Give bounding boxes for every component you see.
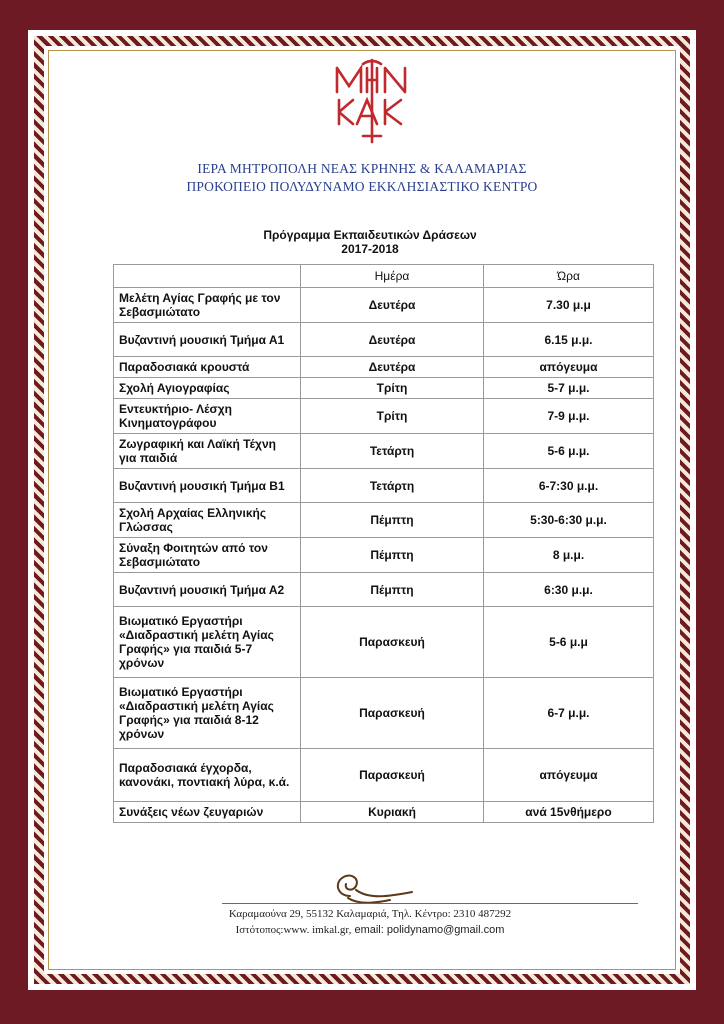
table-row	[114, 378, 654, 399]
cell-day: Τετάρτη	[301, 434, 484, 469]
header-cell-activity	[114, 265, 301, 288]
cell-time: 7.30 μ.μ	[484, 288, 654, 323]
table-row	[114, 802, 654, 823]
program-year: 2017-2018	[341, 242, 399, 256]
website-link[interactable]: Ιστότοπος:www. imkal.gr,	[235, 924, 352, 936]
cell-time: 6-7 μ.μ.	[484, 678, 654, 749]
cell-day: Τετάρτη	[301, 469, 484, 503]
flourish-ornament	[320, 866, 420, 906]
cell-day: Τρίτη	[301, 378, 484, 399]
cell-time: 6:30 μ.μ.	[484, 573, 654, 607]
table-row	[114, 399, 654, 434]
cell-activity: Εντευκτήριο- Λέσχη Κινηματογράφου	[114, 399, 301, 434]
cell-day: Δευτέρα	[301, 323, 484, 357]
cell-day: Πέμπτη	[301, 538, 484, 573]
metropolis-name: ΙΕΡΑ ΜΗΤΡΟΠΟΛΗ ΝΕΑΣ ΚΡΗΝΗΣ & ΚΑΛΑΜΑΡΙΑΣ	[197, 161, 527, 176]
cell-activity: Σύναξη Φοιτητών από τον Σεβασμιώτατο	[114, 538, 301, 573]
table-row	[114, 678, 654, 749]
cell-time: 5-7 μ.μ.	[484, 378, 654, 399]
table-row	[114, 607, 654, 678]
program-title: Πρόγραμμα Εκπαιδευτικών Δράσεων	[263, 228, 477, 242]
cell-time: 6.15 μ.μ.	[484, 323, 654, 357]
schedule-table	[113, 264, 654, 823]
cell-activity: Βυζαντινή μουσική Τμήμα Α1	[114, 323, 301, 357]
table-row	[114, 469, 654, 503]
cell-activity: Βιωματικό Εργαστήρι «Διαδραστική μελέτη Αγίας Γραφής» για παιδιά 8-12 χρόνων	[114, 678, 301, 749]
cell-activity: Παραδοσιακά έγχορδα, κανονάκι, ποντιακή λύρα, κ.ά.	[114, 749, 301, 802]
program-title-block	[70, 228, 670, 256]
header-cell-time: Ώρα	[484, 265, 654, 288]
header-cell-day: Ημέρα	[301, 265, 484, 288]
table-header-row	[114, 265, 654, 288]
cell-activity: Συνάξεις νέων ζευγαριών	[114, 802, 301, 823]
cell-day: Παρασκευή	[301, 678, 484, 749]
cell-activity: Βυζαντινή μουσική Τμήμα Β1	[114, 469, 301, 503]
page	[28, 30, 696, 990]
email-link[interactable]: email: polidynamo@gmail.com	[354, 924, 505, 936]
cell-activity: Σχολή Αγιογραφίας	[114, 378, 301, 399]
contact-address: Καραμαούνα 29, 55132 Καλαμαριά, Τηλ. Κέντρο: 2310 487292	[228, 908, 512, 920]
cell-time: 7-9 μ.μ.	[484, 399, 654, 434]
table-row	[114, 749, 654, 802]
cell-time: απόγευμα	[484, 749, 654, 802]
center-name: ΠΡΟΚΟΠΕΙΟ ΠΟΛΥΔΥΝΑΜΟ ΕΚΚΛΗΣΙΑΣΤΙΚΟ ΚΕΝΤΡΟ	[186, 179, 538, 194]
cell-day: Δευτέρα	[301, 288, 484, 323]
cell-day: Παρασκευή	[301, 607, 484, 678]
table-row	[114, 323, 654, 357]
table-row	[114, 288, 654, 323]
cell-activity: Βυζαντινή μουσική Τμήμα Α2	[114, 573, 301, 607]
cell-day: Τρίτη	[301, 399, 484, 434]
cell-day: Παρασκευή	[301, 749, 484, 802]
cell-activity: Βιωματικό Εργαστήρι «Διαδραστική μελέτη Αγίας Γραφής» για παιδιά 5-7 χρόνων	[114, 607, 301, 678]
cell-activity: Μελέτη Αγίας Γραφής με τον Σεβασμιώτατο	[114, 288, 301, 323]
cell-day: Πέμπτη	[301, 503, 484, 538]
table-row	[114, 434, 654, 469]
document-content	[70, 48, 654, 968]
cell-activity: Σχολή Αρχαίας Ελληνικής Γλώσσας	[114, 503, 301, 538]
cell-time: απόγευμα	[484, 357, 654, 378]
cell-activity: Παραδοσιακά κρουστά	[114, 357, 301, 378]
cell-time: 6-7:30 μ.μ.	[484, 469, 654, 503]
table-row	[114, 357, 654, 378]
footer-divider	[222, 903, 638, 904]
cell-time: 5-6 μ.μ	[484, 607, 654, 678]
cell-time: 5:30-6:30 μ.μ.	[484, 503, 654, 538]
cell-day: Πέμπτη	[301, 573, 484, 607]
cell-day: Κυριακή	[301, 802, 484, 823]
cell-day: Δευτέρα	[301, 357, 484, 378]
table-row	[114, 503, 654, 538]
cell-activity: Ζωγραφική και Λαϊκή Τέχνη για παιδιά	[114, 434, 301, 469]
table-row	[114, 538, 654, 573]
cell-time: ανά 15νθήμερο	[484, 802, 654, 823]
table-row	[114, 573, 654, 607]
metropolis-monogram-logo	[327, 56, 417, 146]
cell-time: 8 μ.μ.	[484, 538, 654, 573]
cell-time: 5-6 μ.μ.	[484, 434, 654, 469]
contact-web	[70, 924, 670, 936]
